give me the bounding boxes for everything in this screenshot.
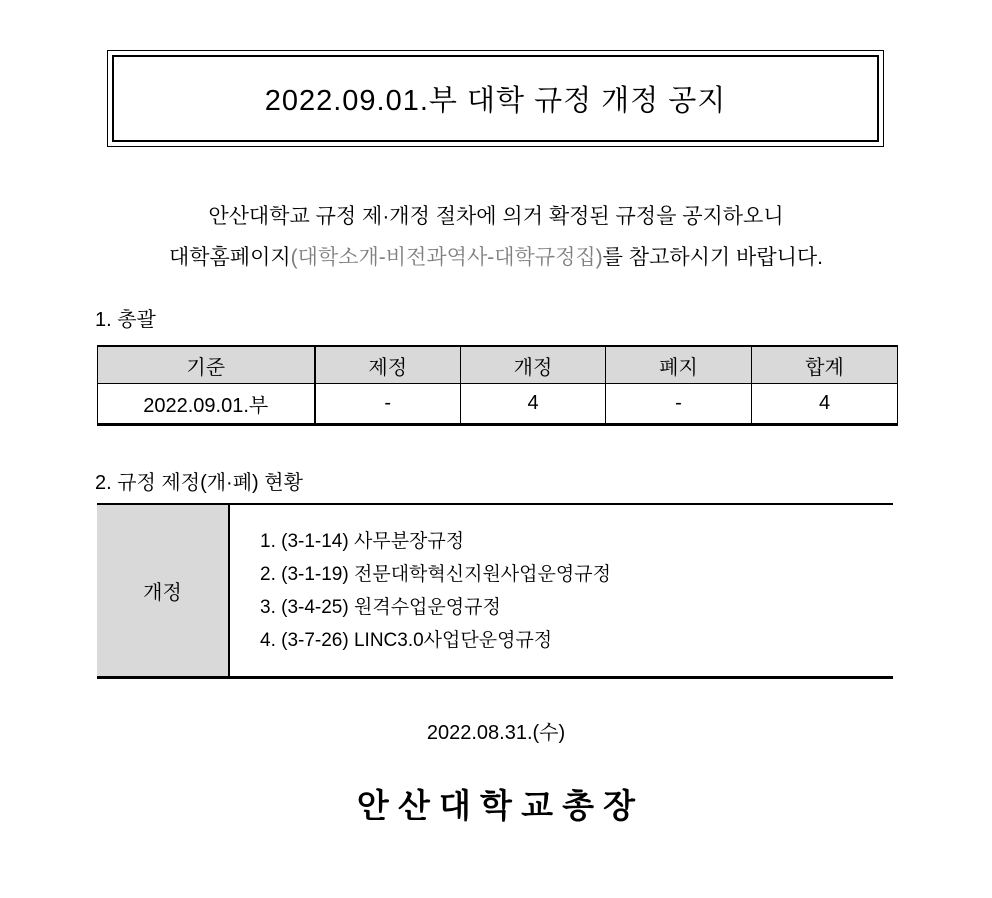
summary-header-abolished: 폐지 bbox=[606, 346, 752, 384]
table-row bbox=[97, 504, 893, 678]
status-row-label: 개정 bbox=[97, 504, 229, 678]
summary-header-enacted: 제정 bbox=[315, 346, 461, 384]
summary-table bbox=[97, 345, 898, 426]
list-item: 4. (3-7-26) LINC3.0사업단운영규정 bbox=[260, 630, 553, 651]
status-row-content bbox=[229, 504, 893, 678]
title-box-inner bbox=[112, 55, 879, 142]
summary-cell-enacted: - bbox=[315, 384, 461, 425]
section-2-heading: 2. 규정 제정(개·폐) 현황 bbox=[95, 472, 303, 494]
summary-table-header-row bbox=[98, 346, 898, 384]
intro-line-2-suffix: 를 참고하시기 바랍니다. bbox=[602, 246, 824, 269]
summary-header-basis: 기준 bbox=[98, 346, 315, 384]
summary-cell-revised: 4 bbox=[461, 384, 606, 425]
document-date: 2022.08.31.(수) bbox=[426, 722, 566, 744]
list-item: 3. (3-4-25) 원격수업운영규정 bbox=[260, 597, 501, 618]
list-item: 1. (3-1-14) 사무분장규정 bbox=[260, 531, 465, 552]
summary-header-total: 합계 bbox=[752, 346, 898, 384]
page-title: 2022.09.01.부 대학 규정 개정 공지 bbox=[264, 85, 727, 117]
signature-line: 안 산 대 학 교 총 장 bbox=[356, 787, 636, 824]
intro-line-1: 안산대학교 규정 제·개정 절차에 의거 확정된 규정을 공지하오니 bbox=[208, 205, 784, 228]
summary-cell-basis: 2022.09.01.부 bbox=[98, 384, 315, 425]
status-table bbox=[97, 503, 893, 679]
list-item: 2. (3-1-19) 전문대학혁신지원사업운영규정 bbox=[260, 564, 611, 585]
summary-header-revised: 개정 bbox=[461, 346, 606, 384]
table-row bbox=[98, 384, 898, 425]
intro-line-2-paren: (대학소개-비전과역사-대학규정집) bbox=[290, 246, 603, 269]
title-box bbox=[107, 50, 884, 147]
summary-cell-abolished: - bbox=[606, 384, 752, 425]
section-1-heading: 1. 총괄 bbox=[95, 309, 156, 331]
intro-line-2-prefix: 대학홈페이지 bbox=[168, 246, 291, 269]
summary-cell-total: 4 bbox=[752, 384, 898, 425]
intro-paragraph bbox=[0, 196, 992, 319]
